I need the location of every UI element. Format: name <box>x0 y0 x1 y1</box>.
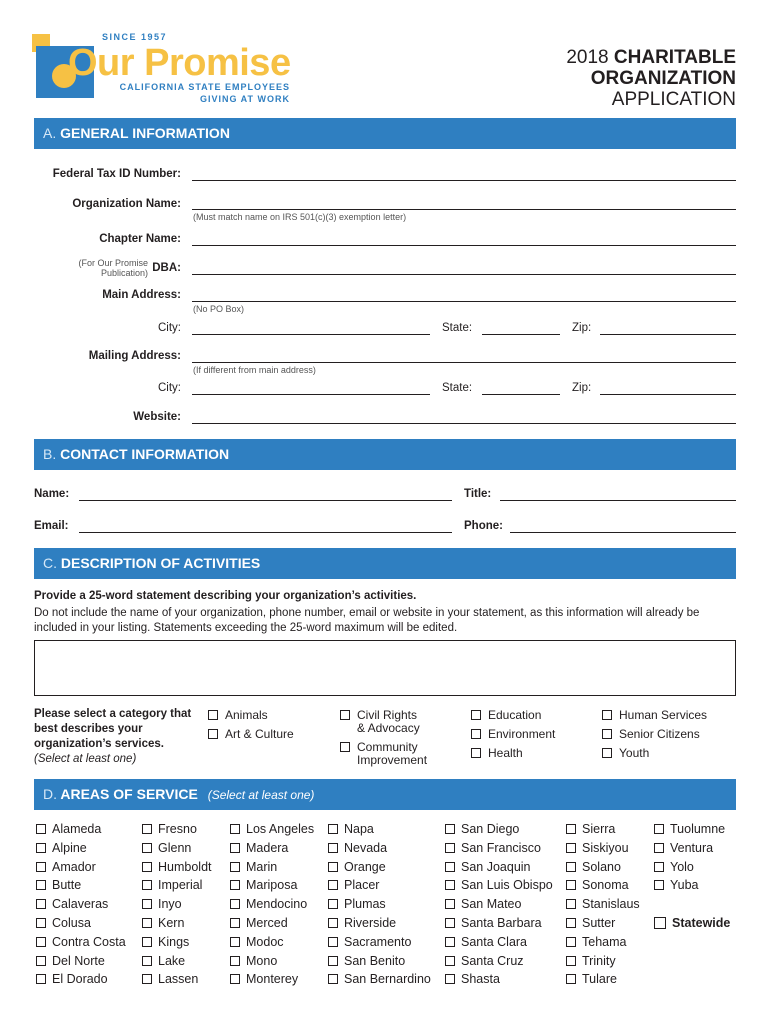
mailing-zip-label: Zip: <box>572 382 592 394</box>
area-label: San Luis Obispo <box>461 878 553 893</box>
checkbox[interactable] <box>142 880 152 890</box>
section-c-header <box>34 548 736 579</box>
area-humboldt[interactable] <box>142 859 212 878</box>
statement-textbox[interactable] <box>34 640 736 696</box>
area-label: San Francisco <box>461 840 541 855</box>
checkbox[interactable] <box>142 937 152 947</box>
checkbox[interactable] <box>208 710 218 720</box>
checkbox[interactable] <box>36 918 46 928</box>
checkbox[interactable] <box>230 899 240 909</box>
checkbox[interactable] <box>142 899 152 909</box>
area-label: Marin <box>246 859 278 874</box>
category-label: Art & Culture <box>225 727 294 741</box>
category-education[interactable] <box>471 709 555 722</box>
section-a-header <box>34 118 736 149</box>
dba-side-note-2: Publication) <box>100 268 148 278</box>
contact-title-label: Title: <box>464 488 492 500</box>
area-san-luis-obispo[interactable] <box>445 877 553 896</box>
mailing-city-label: City: <box>158 382 181 394</box>
checkbox[interactable] <box>471 748 481 758</box>
area-label: Monterey <box>246 972 299 987</box>
checkbox[interactable] <box>445 862 455 872</box>
checkbox[interactable] <box>566 899 576 909</box>
checkbox[interactable] <box>445 956 455 966</box>
title-line3: APPLICATION <box>611 89 736 110</box>
contact-phone-label: Phone: <box>464 520 503 532</box>
area-sacramento[interactable] <box>328 934 431 953</box>
area-san-mateo[interactable] <box>445 896 553 915</box>
checkbox[interactable] <box>471 710 481 720</box>
checkbox[interactable] <box>566 937 576 947</box>
area-label: Humboldt <box>158 859 212 874</box>
area-label: Inyo <box>158 897 182 912</box>
checkbox[interactable] <box>602 729 612 739</box>
checkbox[interactable] <box>328 880 338 890</box>
area-label: Imperial <box>158 878 203 893</box>
area-column-4 <box>328 821 431 990</box>
contact-email-label: Email: <box>34 520 69 532</box>
area-column-1 <box>36 821 126 990</box>
category-animals[interactable] <box>208 709 294 722</box>
title-line1: CHARITABLE <box>613 47 736 68</box>
category-label: Environment <box>488 727 556 741</box>
checkbox[interactable] <box>328 843 338 853</box>
area-label: Ventura <box>670 840 714 855</box>
area-tulare[interactable] <box>566 971 640 990</box>
area-ventura[interactable] <box>654 840 730 859</box>
section-d-header <box>34 779 736 810</box>
area-label: Kern <box>158 915 185 930</box>
area-san-benito[interactable] <box>328 953 431 972</box>
dba-label: DBA: <box>152 262 181 274</box>
area-del-norte[interactable] <box>36 953 126 972</box>
category-column-4 <box>602 709 707 766</box>
area-modoc[interactable] <box>230 934 314 953</box>
checkbox[interactable] <box>230 880 240 890</box>
area-trinity[interactable] <box>566 953 640 972</box>
area-label: San Bernardino <box>344 972 431 987</box>
main-address-field[interactable] <box>192 301 736 302</box>
mailing-address-label: Mailing Address: <box>88 350 181 362</box>
area-inyo[interactable] <box>142 896 212 915</box>
area-statewide[interactable] <box>654 915 730 934</box>
checkbox[interactable] <box>340 742 350 752</box>
checkbox[interactable] <box>36 862 46 872</box>
checkbox[interactable] <box>445 824 455 834</box>
area-label: San Benito <box>344 953 406 968</box>
area-label: Madera <box>246 840 289 855</box>
area-label: Yolo <box>670 859 694 874</box>
checkbox[interactable] <box>142 843 152 853</box>
main-address-note: (No PO Box) <box>193 304 245 314</box>
logo-since: SINCE 1957 <box>102 32 168 42</box>
checkbox[interactable] <box>445 918 455 928</box>
area-label: Merced <box>246 915 288 930</box>
category-column-3 <box>471 709 555 766</box>
checkbox[interactable] <box>142 974 152 984</box>
chapter-name-field[interactable] <box>192 245 736 246</box>
contact-name-label: Name: <box>34 488 70 500</box>
area-label: Placer <box>344 878 380 893</box>
category-human-services[interactable] <box>602 709 707 722</box>
area-label: Mariposa <box>246 878 298 893</box>
section-d-letter: D. <box>43 786 57 802</box>
area-solano[interactable] <box>566 859 640 878</box>
area-label: Lake <box>158 953 186 968</box>
category-hint: (Select at least one) <box>34 753 137 765</box>
area-label: San Mateo <box>461 897 522 912</box>
document-title <box>566 47 736 110</box>
area-fresno[interactable] <box>142 821 212 840</box>
checkbox[interactable] <box>328 824 338 834</box>
area-label: San Joaquin <box>461 859 531 874</box>
section-b-header <box>34 439 736 470</box>
area-marin[interactable] <box>230 859 314 878</box>
area-label: Los Angeles <box>246 822 315 836</box>
contact-name-field[interactable] <box>79 500 452 501</box>
category-community-improvement[interactable] <box>340 741 427 767</box>
area-label: Butte <box>52 878 82 893</box>
area-kern[interactable] <box>142 915 212 934</box>
checkbox[interactable] <box>566 824 576 834</box>
area-san-joaquin[interactable] <box>445 859 553 878</box>
main-city-label: City: <box>158 322 181 334</box>
category-label: Education <box>488 708 542 722</box>
contact-title-field[interactable] <box>500 500 736 501</box>
checkbox[interactable] <box>566 862 576 872</box>
checkbox[interactable] <box>445 974 455 984</box>
checkbox[interactable] <box>230 824 240 834</box>
checkbox[interactable] <box>566 974 576 984</box>
checkbox[interactable] <box>142 956 152 966</box>
area-mendocino[interactable] <box>230 896 314 915</box>
area-label: Solano <box>582 859 621 874</box>
category-prompt <box>34 707 204 767</box>
website-field[interactable] <box>192 423 736 424</box>
checkbox[interactable] <box>36 843 46 853</box>
checkbox[interactable] <box>566 880 576 890</box>
category-environment[interactable] <box>471 728 555 741</box>
main-state-field[interactable] <box>482 334 560 335</box>
area-label: Mendocino <box>246 897 308 912</box>
category-art-culture[interactable] <box>208 728 294 741</box>
area-placer[interactable] <box>328 877 431 896</box>
checkbox[interactable] <box>566 918 576 928</box>
area-mono[interactable] <box>230 953 314 972</box>
category-column-1 <box>208 709 294 747</box>
mailing-state-label: State: <box>442 382 473 394</box>
area-label: Santa Barbara <box>461 915 542 930</box>
area-lake[interactable] <box>142 953 212 972</box>
checkbox[interactable] <box>445 937 455 947</box>
mailing-zip-field[interactable] <box>600 394 736 395</box>
area-plumas[interactable] <box>328 896 431 915</box>
checkbox[interactable] <box>328 862 338 872</box>
category-label: Health <box>488 746 523 760</box>
checkbox[interactable] <box>328 974 338 984</box>
area-label: Riverside <box>344 915 397 930</box>
dba-side-note-1: (For Our Promise <box>78 258 148 268</box>
checkbox[interactable] <box>471 729 481 739</box>
checkbox[interactable] <box>36 956 46 966</box>
area-napa[interactable] <box>328 821 431 840</box>
area-label: Orange <box>344 859 386 874</box>
checkbox[interactable] <box>654 862 664 872</box>
area-stanislaus[interactable] <box>566 896 640 915</box>
area-label: Tehama <box>582 934 627 949</box>
checkbox[interactable] <box>328 956 338 966</box>
area-label: Lassen <box>158 972 199 987</box>
checkbox[interactable] <box>566 843 576 853</box>
checkbox[interactable] <box>566 956 576 966</box>
section-c-letter: C. <box>43 555 57 571</box>
section-c-title: DESCRIPTION OF ACTIVITIES <box>60 555 261 571</box>
category-label: Civil Rights <box>357 708 418 722</box>
checkbox[interactable] <box>445 843 455 853</box>
checkbox[interactable] <box>445 880 455 890</box>
category-prompt-text: Please select a category that best describes your organization’s services. <box>34 708 192 750</box>
area-butte[interactable] <box>36 877 126 896</box>
area-riverside[interactable] <box>328 915 431 934</box>
area-yolo[interactable] <box>654 859 730 878</box>
checkbox[interactable] <box>230 918 240 928</box>
area-lassen[interactable] <box>142 971 212 990</box>
checkbox[interactable] <box>328 937 338 947</box>
mailing-state-field[interactable] <box>482 394 560 395</box>
category-senior-citizens[interactable] <box>602 728 707 741</box>
area-label: Nevada <box>344 840 388 855</box>
area-label: Glenn <box>158 840 192 855</box>
logo-name: Our Promise <box>68 42 291 84</box>
area-merced[interactable] <box>230 915 314 934</box>
area-madera[interactable] <box>230 840 314 859</box>
area-label: Plumas <box>344 897 386 912</box>
area-el-dorado[interactable] <box>36 971 126 990</box>
area-label: Amador <box>52 859 96 874</box>
checkbox[interactable] <box>36 974 46 984</box>
area-label: Yuba <box>670 878 699 893</box>
area-label: Stanislaus <box>582 897 640 912</box>
area-tehama[interactable] <box>566 934 640 953</box>
area-amador[interactable] <box>36 859 126 878</box>
area-label: Calaveras <box>52 897 109 912</box>
area-siskiyou[interactable] <box>566 840 640 859</box>
area-column-2 <box>142 821 212 990</box>
area-label: Fresno <box>158 822 197 836</box>
statement-instructions: Do not include the name of your organization, phone number, email or website in your statement, as this information will already be included in your listing. Statements exceeding the 25-word maximum will be edited. <box>34 607 700 634</box>
logo-tagline-2: GIVING AT WORK <box>200 94 290 104</box>
checkbox[interactable] <box>142 824 152 834</box>
checkbox[interactable] <box>602 710 612 720</box>
main-zip-field[interactable] <box>600 334 736 335</box>
area-column-6 <box>566 821 640 990</box>
checkbox[interactable] <box>654 824 664 834</box>
area-label: Sacramento <box>344 934 412 949</box>
area-san-bernardino[interactable] <box>328 971 431 990</box>
area-label: Sutter <box>582 915 616 930</box>
area-label: Modoc <box>246 934 284 949</box>
area-alameda[interactable] <box>36 821 126 840</box>
area-sutter[interactable] <box>566 915 640 934</box>
area-kings[interactable] <box>142 934 212 953</box>
checkbox[interactable] <box>36 899 46 909</box>
federal-tax-id-field[interactable] <box>192 180 736 181</box>
area-label: Del Norte <box>52 953 105 968</box>
org-name-field[interactable] <box>192 209 736 210</box>
federal-tax-id-label: Federal Tax ID Number: <box>52 168 181 180</box>
category-label-cont: & Advocacy <box>357 721 420 735</box>
logo-tagline-1: CALIFORNIA STATE EMPLOYEES <box>119 82 290 92</box>
area-contra-costa[interactable] <box>36 934 126 953</box>
mailing-address-note: (If different from main address) <box>193 365 316 375</box>
area-label: Trinity <box>582 953 616 968</box>
checkbox[interactable] <box>142 918 152 928</box>
area-santa-cruz[interactable] <box>445 953 553 972</box>
category-column-2 <box>340 709 427 773</box>
mailing-city-field[interactable] <box>192 394 430 395</box>
checkbox[interactable] <box>208 729 218 739</box>
checkbox[interactable] <box>230 843 240 853</box>
area-label: Tuolumne <box>670 822 726 836</box>
area-label: Mono <box>246 953 278 968</box>
checkbox[interactable] <box>230 862 240 872</box>
area-santa-barbara[interactable] <box>445 915 553 934</box>
main-state-label: State: <box>442 322 473 334</box>
area-label: Tulare <box>582 972 617 987</box>
area-imperial[interactable] <box>142 877 212 896</box>
org-name-note: (Must match name on IRS 501(c)(3) exemption letter) <box>193 212 407 222</box>
mailing-address-field[interactable] <box>192 362 736 363</box>
checkbox[interactable] <box>36 937 46 947</box>
website-label: Website: <box>133 411 181 423</box>
checkbox[interactable] <box>654 917 666 929</box>
area-san-diego[interactable] <box>445 821 553 840</box>
title-line2: ORGANIZATION <box>590 68 736 89</box>
title-year: 2018 <box>566 47 609 68</box>
checkbox[interactable] <box>328 899 338 909</box>
checkbox[interactable] <box>445 899 455 909</box>
area-label: Contra Costa <box>52 934 126 949</box>
area-alpine[interactable] <box>36 840 126 859</box>
section-d-note: (Select at least one) <box>207 788 315 802</box>
area-orange[interactable] <box>328 859 431 878</box>
area-label: Sierra <box>582 822 616 836</box>
area-santa-clara[interactable] <box>445 934 553 953</box>
area-nevada[interactable] <box>328 840 431 859</box>
area-label: Santa Cruz <box>461 953 524 968</box>
area-label: Sonoma <box>582 878 629 893</box>
category-label: Youth <box>619 746 650 760</box>
dba-side-note <box>78 258 148 278</box>
checkbox[interactable] <box>36 824 46 834</box>
area-san-francisco[interactable] <box>445 840 553 859</box>
contact-email-field[interactable] <box>79 532 452 533</box>
area-label: Napa <box>344 822 374 836</box>
area-label: Statewide <box>672 915 731 930</box>
section-b-title: CONTACT INFORMATION <box>60 446 230 462</box>
area-calaveras[interactable] <box>36 896 126 915</box>
org-name-label: Organization Name: <box>72 198 181 210</box>
area-label: Siskiyou <box>582 840 629 855</box>
category-health[interactable] <box>471 747 555 760</box>
dba-field[interactable] <box>192 274 736 275</box>
our-promise-logo <box>28 30 298 110</box>
area-label: Santa Clara <box>461 934 528 949</box>
area-yuba[interactable] <box>654 877 730 896</box>
checkbox[interactable] <box>230 974 240 984</box>
area-column-7 <box>654 821 730 934</box>
area-colusa[interactable] <box>36 915 126 934</box>
checkbox[interactable] <box>142 862 152 872</box>
main-zip-label: Zip: <box>572 322 592 334</box>
checkbox[interactable] <box>36 880 46 890</box>
checkbox[interactable] <box>230 956 240 966</box>
section-a-letter: A. <box>43 125 57 141</box>
area-los-angeles[interactable] <box>230 821 314 840</box>
contact-phone-field[interactable] <box>510 532 736 533</box>
checkbox[interactable] <box>340 710 350 720</box>
area-column-5 <box>445 821 553 990</box>
category-label: Senior Citizens <box>619 727 700 741</box>
category-label: Community <box>357 740 418 754</box>
checkbox[interactable] <box>328 918 338 928</box>
chapter-name-label: Chapter Name: <box>99 233 181 245</box>
area-column-3 <box>230 821 314 990</box>
checkbox[interactable] <box>230 937 240 947</box>
area-mariposa[interactable] <box>230 877 314 896</box>
area-sonoma[interactable] <box>566 877 640 896</box>
category-label: Human Services <box>619 708 708 722</box>
area-label: Colusa <box>52 915 91 930</box>
area-label: Alameda <box>52 822 102 836</box>
section-b-letter: B. <box>43 446 57 462</box>
area-glenn[interactable] <box>142 840 212 859</box>
category-label: Animals <box>225 708 268 722</box>
area-label: San Diego <box>461 822 520 836</box>
checkbox[interactable] <box>654 843 664 853</box>
statement-heading: Provide a 25-word statement describing your organization’s activities. <box>34 590 417 602</box>
category-label-cont: Improvement <box>357 753 428 767</box>
area-label: El Dorado <box>52 972 108 987</box>
area-shasta[interactable] <box>445 971 553 990</box>
section-a-title: GENERAL INFORMATION <box>60 125 230 141</box>
area-monterey[interactable] <box>230 971 314 990</box>
area-sierra[interactable] <box>566 821 640 840</box>
area-tuolumne[interactable] <box>654 821 730 840</box>
checkbox[interactable] <box>654 880 664 890</box>
category-civil-rights[interactable] <box>340 709 427 735</box>
area-label: Shasta <box>461 972 500 987</box>
main-city-field[interactable] <box>192 334 430 335</box>
area-label: Kings <box>158 934 190 949</box>
category-youth[interactable] <box>602 747 707 760</box>
area-spacer <box>654 896 730 915</box>
checkbox[interactable] <box>602 748 612 758</box>
section-d-title: AREAS OF SERVICE <box>60 786 198 802</box>
main-address-label: Main Address: <box>102 289 181 301</box>
area-label: Alpine <box>52 840 87 855</box>
